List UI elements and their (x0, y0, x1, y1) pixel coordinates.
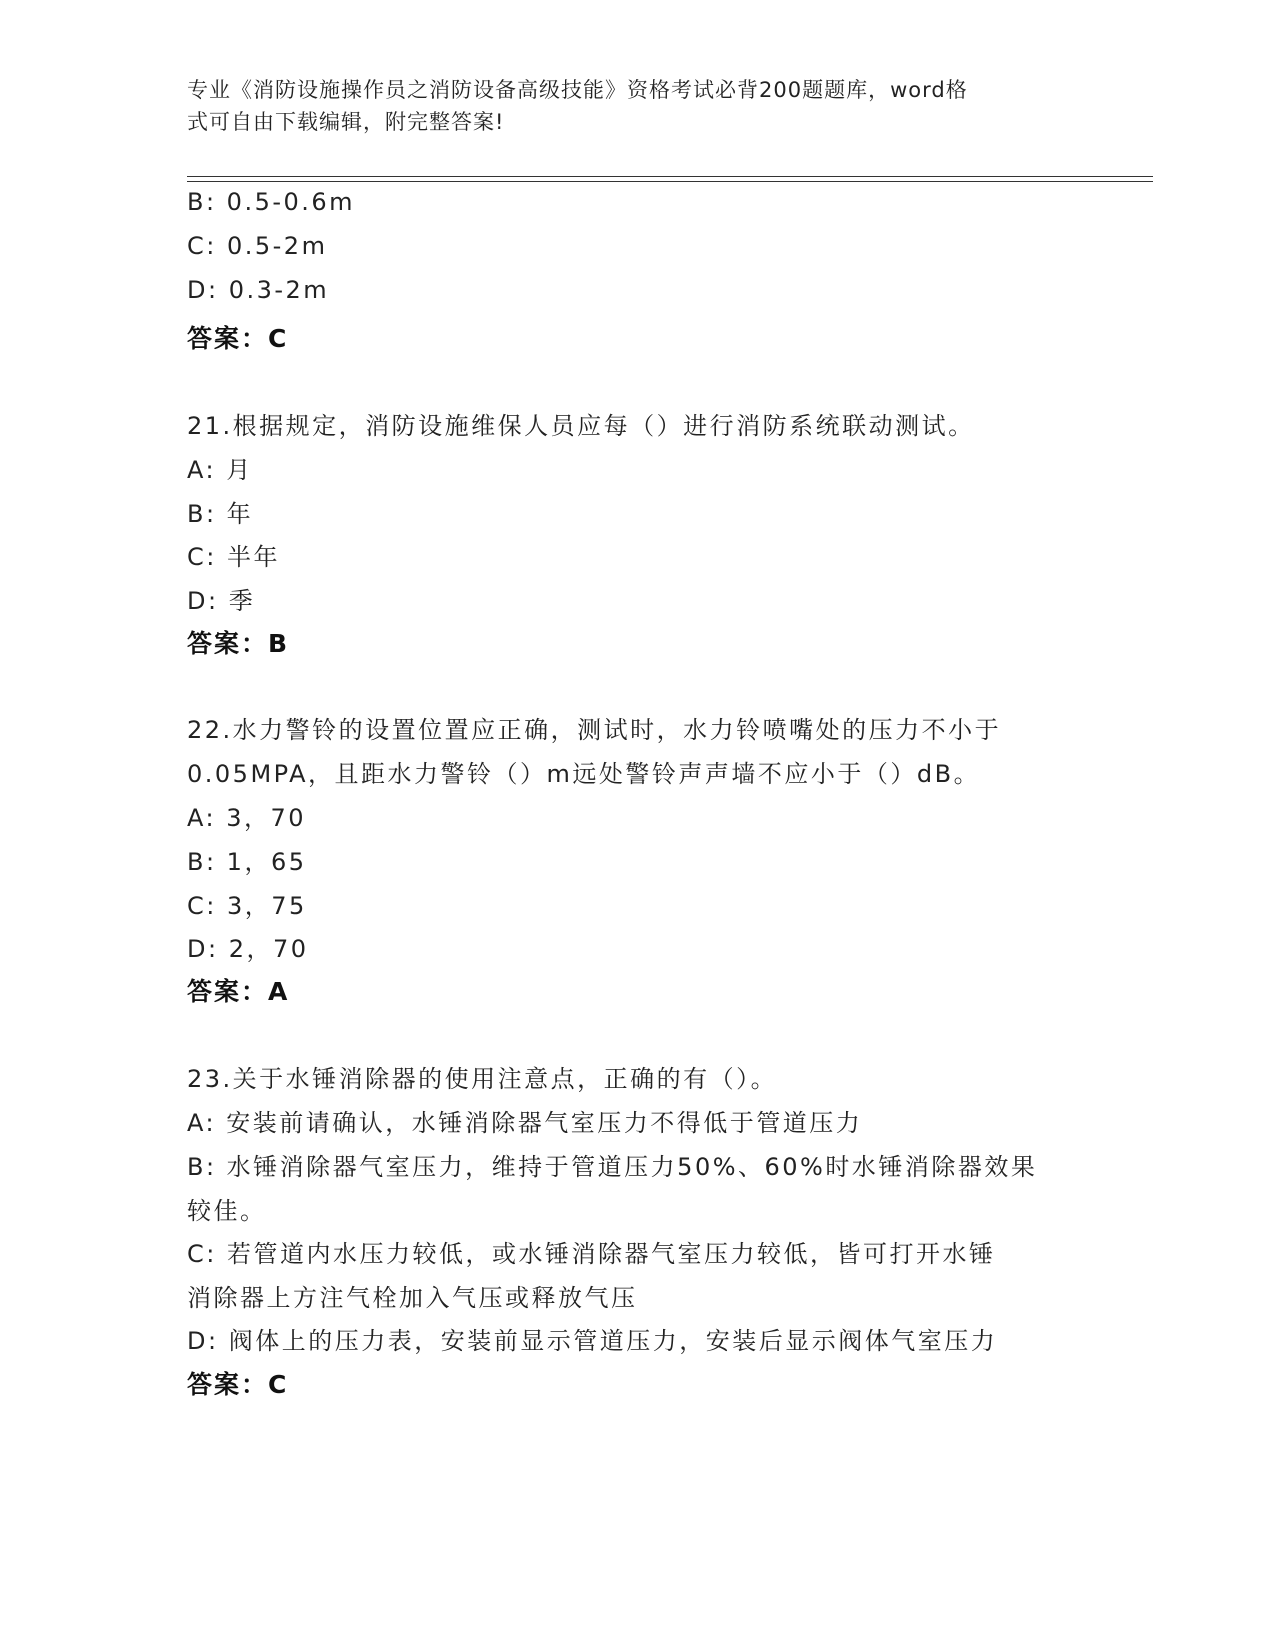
header-divider-bottom (187, 181, 1153, 182)
q21-answer: 答案：B (187, 629, 290, 658)
q22-option-a: A: 3，70 (187, 804, 307, 832)
q21-option-c: C: 半年 (187, 543, 280, 571)
header-line-2: 式可自由下载编辑，附完整答案! (187, 110, 505, 134)
q22-answer: 答案：A (187, 977, 290, 1006)
q23-option-b-line-1: B: 水锤消除器气室压力，维持于管道压力50%、60%时水锤消除器效果 (187, 1153, 1038, 1181)
q21-question: 21.根据规定，消防设施维保人员应每（）进行消防系统联动测试。 (187, 412, 975, 440)
q23-option-a: A: 安装前请确认，水锤消除器气室压力不得低于管道压力 (187, 1109, 863, 1137)
q22-question-line-2: 0.05MPA，且距水力警铃（）m远处警铃声声墙不应小于（）dB。 (187, 760, 981, 788)
q23-option-c-line-1: C: 若管道内水压力较低，或水锤消除器气室压力较低，皆可打开水锤 (187, 1240, 996, 1268)
q20-option-b: B: 0.5-0.6m (187, 188, 356, 216)
q22-option-d: D: 2，70 (187, 935, 309, 963)
header-line-1: 专业《消防设施操作员之消防设备高级技能》资格考试必背200题题库，word格 (187, 78, 968, 102)
q23-option-b-line-2: 较佳。 (187, 1197, 267, 1225)
q22-option-b: B: 1，65 (187, 848, 307, 876)
q21-option-b: B: 年 (187, 500, 254, 528)
q23-option-c-line-2: 消除器上方注气栓加入气压或释放气压 (187, 1284, 638, 1312)
q22-question-line-1: 22.水力警铃的设置位置应正确，测试时，水力铃喷嘴处的压力不小于 (187, 716, 1002, 744)
q22-option-c: C: 3，75 (187, 892, 307, 920)
q23-answer: 答案：C (187, 1370, 289, 1399)
q21-option-a: A: 月 (187, 456, 253, 484)
q20-option-d: D: 0.3-2m (187, 276, 330, 304)
q20-answer: 答案：C (187, 324, 289, 353)
q23-option-d: D: 阀体上的压力表，安装前显示管道压力，安装后显示阀体气室压力 (187, 1327, 998, 1355)
q23-question: 23.关于水锤消除器的使用注意点，正确的有（）。 (187, 1065, 778, 1093)
q20-option-c: C: 0.5-2m (187, 232, 328, 260)
header-divider-top (187, 176, 1153, 177)
q21-option-d: D: 季 (187, 587, 256, 615)
document-header (187, 74, 1067, 138)
